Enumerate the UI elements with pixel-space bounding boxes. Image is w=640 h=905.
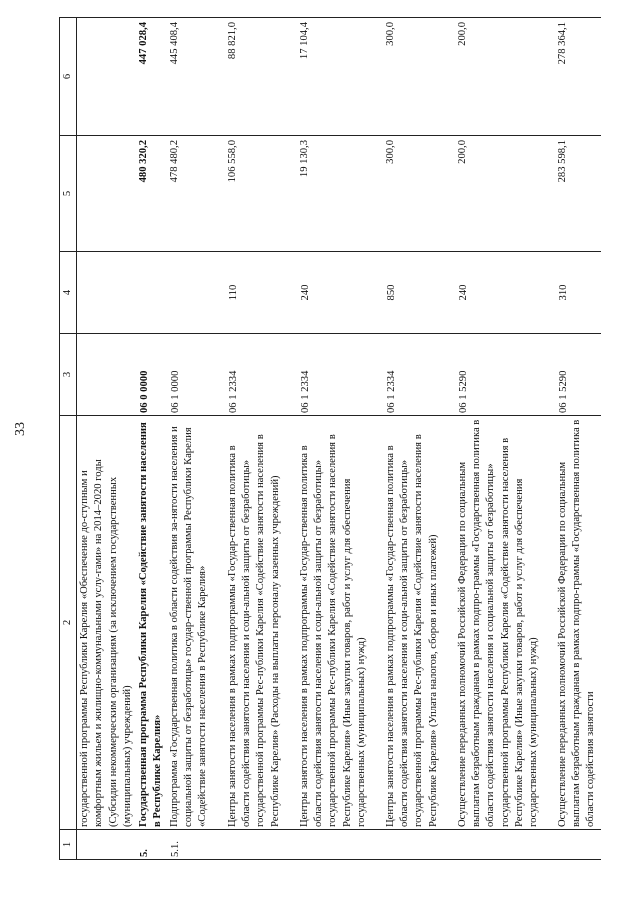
amount-col6: 88 821,0 <box>225 18 297 136</box>
target-code <box>77 334 137 416</box>
amount-col6: 278 364,1 <box>555 18 601 136</box>
target-code: 06 1 0000 <box>167 334 225 416</box>
target-code: 06 1 2334 <box>383 334 455 416</box>
row-name: Центры занятости населения в рамках подпрограммы «Государ-ственная политика в области содействия занятости населения и соци-альной защиты от безработицы» государственной программы Рес-публики Карелия «Содействие занятости населения в Республике Карелия» (Иные закупки товаров, работ и услуг для обеспечения государственных (муниципальных) нужд) <box>297 416 383 830</box>
amount-col6: 17 104,4 <box>297 18 383 136</box>
table-row <box>77 18 137 860</box>
column-header: 4 <box>60 252 77 334</box>
row-number: 5.1. <box>167 830 225 860</box>
row-name: Центры занятости населения в рамках подпрограммы «Государ-ственная политика в области содействия занятости населения и соци-альной защиты от безработицы» государственной программы Рес-публики Карелия «Содействие занятости населения в Республике Карелия» (Уплата налогов, сборов и иных платежей) <box>383 416 455 830</box>
amount-col5: 200,0 <box>455 136 555 252</box>
amount-col5: 480 320,2 <box>136 136 167 252</box>
budget-table <box>59 17 601 860</box>
amount-col5: 19 130,3 <box>297 136 383 252</box>
amount-col6: 200,0 <box>455 18 555 136</box>
expense-group <box>167 252 225 334</box>
row-number <box>383 830 455 860</box>
table-row <box>297 18 383 860</box>
rotated-table-container <box>59 18 597 860</box>
amount-col6: 445 408,4 <box>167 18 225 136</box>
expense-group: 240 <box>455 252 555 334</box>
target-code: 06 1 2334 <box>297 334 383 416</box>
expense-group: 850 <box>383 252 455 334</box>
table-row <box>555 18 601 860</box>
amount-col5: 478 480,2 <box>167 136 225 252</box>
amount-col5: 106 558,0 <box>225 136 297 252</box>
column-header: 5 <box>60 136 77 252</box>
row-number <box>77 830 137 860</box>
column-header: 3 <box>60 334 77 416</box>
table-row <box>383 18 455 860</box>
row-name: Государственная программа Республики Карелия «Содействие занятости населения в Республике Карелия» <box>136 416 167 830</box>
amount-col5 <box>77 136 137 252</box>
target-code: 06 1 5290 <box>455 334 555 416</box>
row-number <box>555 830 601 860</box>
amount-col6 <box>77 18 137 136</box>
header-row <box>60 18 77 860</box>
target-code: 06 1 2334 <box>225 334 297 416</box>
expense-group <box>77 252 137 334</box>
row-name: государственной программы Республики Карелия «Обеспечение до-ступным и комфортным жильем и жилищно-коммунальными услу-гами» на 2014–2020 годы (Субсидии некоммерческим организациям (за исключением государственных (муниципальных) учреждений) <box>77 416 137 830</box>
page-number: 33 <box>13 422 28 436</box>
row-name: Осуществление переданных полномочий Российской Федерации по социальным выплатам безработным гражданам в рамках подпро-граммы «Государственная политика в области содействия занятости населения и социальной защиты от безработицы» государственной программы Республики Карелия «Содействие занятости населения в Республике Карелия» (Иные закупки товаров, работ и услуг для обеспечения государственных (муниципальных) нужд) <box>455 416 555 830</box>
column-header: 2 <box>60 416 77 830</box>
target-code: 06 1 5290 <box>555 334 601 416</box>
amount-col5: 300,0 <box>383 136 455 252</box>
column-header: 1 <box>60 830 77 860</box>
column-header: 6 <box>60 18 77 136</box>
table-row <box>455 18 555 860</box>
row-number <box>455 830 555 860</box>
table-row <box>167 18 225 860</box>
expense-group <box>136 252 167 334</box>
row-name: Центры занятости населения в рамках подпрограммы «Государ-ственная политика в области содействия занятости населения и соци-альной защиты от безработицы» государственной программы Рес-публики Карелия «Содействие занятости населения в Республике Карелия» (Расходы на выплаты персоналу казенных учреждений) <box>225 416 297 830</box>
target-code: 06 0 0000 <box>136 334 167 416</box>
amount-col6: 300,0 <box>383 18 455 136</box>
row-number: 5. <box>136 830 167 860</box>
row-name: Осуществление переданных полномочий Российской Федерации по социальным выплатам безработным гражданам в рамках подпро-граммы «Государственная политика в области содействия занятости <box>555 416 601 830</box>
amount-col5: 283 598,1 <box>555 136 601 252</box>
expense-group: 240 <box>297 252 383 334</box>
table-row <box>136 18 167 860</box>
expense-group: 310 <box>555 252 601 334</box>
amount-col6: 447 028,4 <box>136 18 167 136</box>
row-name: Подпрограмма «Государственная политика в области содействия за-нятости населения и социальной защиты от безработицы» государ-ственной программы Республики Карелия «Содействие занятости населения в Республике Карелия» <box>167 416 225 830</box>
row-number <box>225 830 297 860</box>
row-number <box>297 830 383 860</box>
table-row <box>225 18 297 860</box>
expense-group: 110 <box>225 252 297 334</box>
